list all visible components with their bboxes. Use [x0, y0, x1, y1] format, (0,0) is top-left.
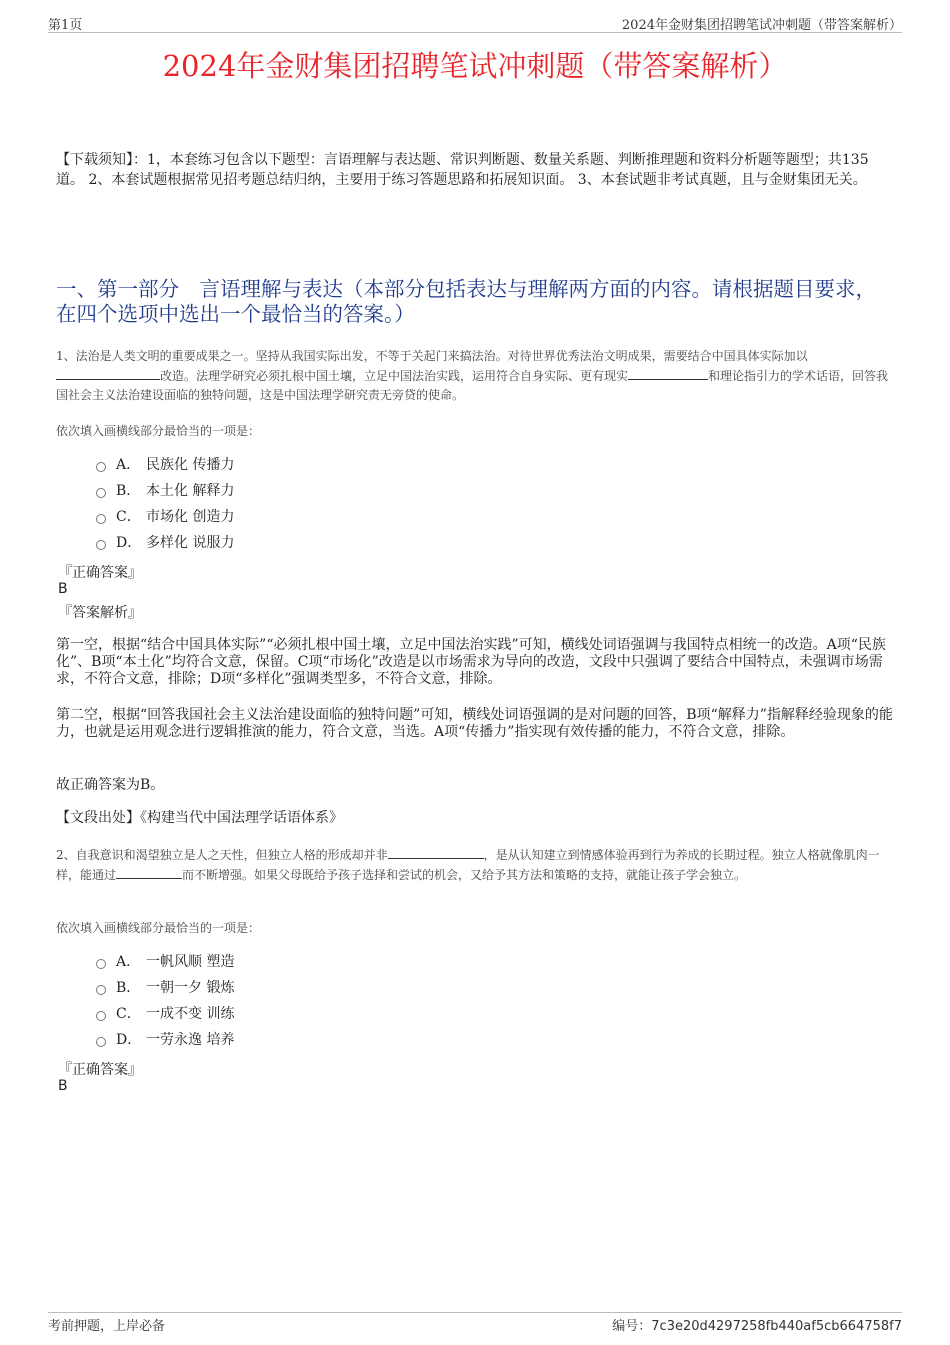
download-notice: 【下载须知】：1，本套练习包含以下题型：言语理解与表达题、常识判断题、数量关系题、判断推理题和资料分析题等题型；共135道。 2、本套试题根据常见招考题总结归纳，主要用于练习答题思路和拓展知识面。 3、本套试题非考试真题，且与金财集团无关。	[56, 152, 869, 188]
radio-icon[interactable]	[96, 959, 106, 969]
question-2-instruction: 依次填入画横线部分最恰当的一项是：	[56, 921, 261, 935]
question-2-answer: B	[58, 1078, 68, 1094]
radio-icon[interactable]	[96, 985, 106, 995]
question-1-answer: B	[58, 581, 68, 597]
section-heading: 一、第一部分 言语理解与表达（本部分包括表达与理解两方面的内容。请根据题目要求，在四个选项中选出一个最恰当的答案。）	[56, 277, 876, 326]
question-1-analysis-label: 『答案解析』	[58, 605, 142, 621]
question-2-blank-2	[116, 865, 182, 879]
question-1-stem: 1、法治是人类文明的重要成果之一。坚持从我国实际出发，不等于关起门来搞法治。对待世界优秀法治文明成果，需要结合中国具体实际加以改造。法理学研究必须扎根中国土壤，立足中国法治实践，运用符合自身实际、更有现实 和理论指引力的学术话语，回答我国社会主义法治建设面临的独特问题，这是中国法理学研究责无旁贷的使命。	[56, 349, 889, 402]
radio-icon[interactable]	[96, 1037, 106, 1047]
question-2-blank-1	[388, 845, 484, 859]
header-doc-title: 2024年金财集团招聘笔试冲刺题（带答案解析）	[621, 18, 902, 33]
radio-icon[interactable]	[96, 462, 106, 472]
question-2-option-a[interactable]: A． 一帆风顺 塑造	[96, 949, 234, 975]
question-1-blank-2	[628, 366, 708, 380]
page-number: 第1页	[48, 18, 83, 33]
question-2-stem: 2、自我意识和渴望独立是人之天性，但独立人格的形成却并非 ，是从认知建立到情感体验再到行为养成的长期过程。独立人格就像肌肉一样，能通过 而不断增强。如果父母既给予孩子选择和尝试的机会，又给予其方法和策略的支持，就能让孩子学会独立。	[56, 845, 895, 885]
radio-icon[interactable]	[96, 540, 106, 550]
page-title: 2024年金财集团招聘笔试冲刺题（带答案解析）	[162, 49, 788, 83]
question-1-option-d[interactable]: D． 多样化 说服力	[96, 530, 234, 556]
radio-icon[interactable]	[96, 514, 106, 524]
question-2-options	[96, 949, 234, 1053]
header-divider	[48, 32, 902, 33]
question-1-answer-label: 『正确答案』	[58, 565, 142, 581]
question-2-answer-label: 『正确答案』	[58, 1062, 142, 1078]
question-1-option-b[interactable]: B． 本土化 解释力	[96, 478, 234, 504]
footer-slogan: 考前押题，上岸必备	[48, 1319, 166, 1334]
question-1-instruction: 依次填入画横线部分最恰当的一项是：	[56, 424, 261, 438]
question-2-option-d[interactable]: D． 一劳永逸 培养	[96, 1027, 234, 1053]
question-2-option-c[interactable]: C． 一成不变 训练	[96, 1001, 234, 1027]
question-1-option-c[interactable]: C． 市场化 创造力	[96, 504, 234, 530]
question-1-conclusion: 故正确答案为B。	[56, 777, 165, 793]
question-1-analysis-1: 第一空，根据“结合中国具体实际”“必须扎根中国土壤，立足中国法治实践”可知，横线处词语强调与我国特点相统一的改造。A项“民族化”、B项“本土化”均符合文意，保留。C项“市场化”改造是以市场需求为导向的改造，文段中只强调了要结合中国特点，未强调市场需求，不符合文意，排除；D项“多样化”强调类型多，不符合文意，排除。	[56, 637, 886, 687]
question-1-options	[96, 452, 234, 556]
question-1-source: 【文段出处】《构建当代中国法理学话语体系》	[56, 810, 343, 826]
question-1-blank-1	[56, 366, 160, 380]
radio-icon[interactable]	[96, 1011, 106, 1021]
question-1-analysis-2: 第二空，根据“回答我国社会主义法治建设面临的独特问题”可知，横线处词语强调的是对问题的回答，B项“解释力”指解释经验现象的能力，也就是运用观念进行逻辑推演的能力，符合文意，当选。A项“传播力”指实现有效传播的能力，不符合文意，排除。	[56, 707, 893, 740]
question-2-option-b[interactable]: B． 一朝一夕 锻炼	[96, 975, 234, 1001]
radio-icon[interactable]	[96, 488, 106, 498]
footer-code: 编号：7c3e20d4297258fb440af5cb664758f7	[612, 1319, 902, 1334]
footer-divider	[48, 1312, 902, 1313]
question-1-option-a[interactable]: A． 民族化 传播力	[96, 452, 234, 478]
